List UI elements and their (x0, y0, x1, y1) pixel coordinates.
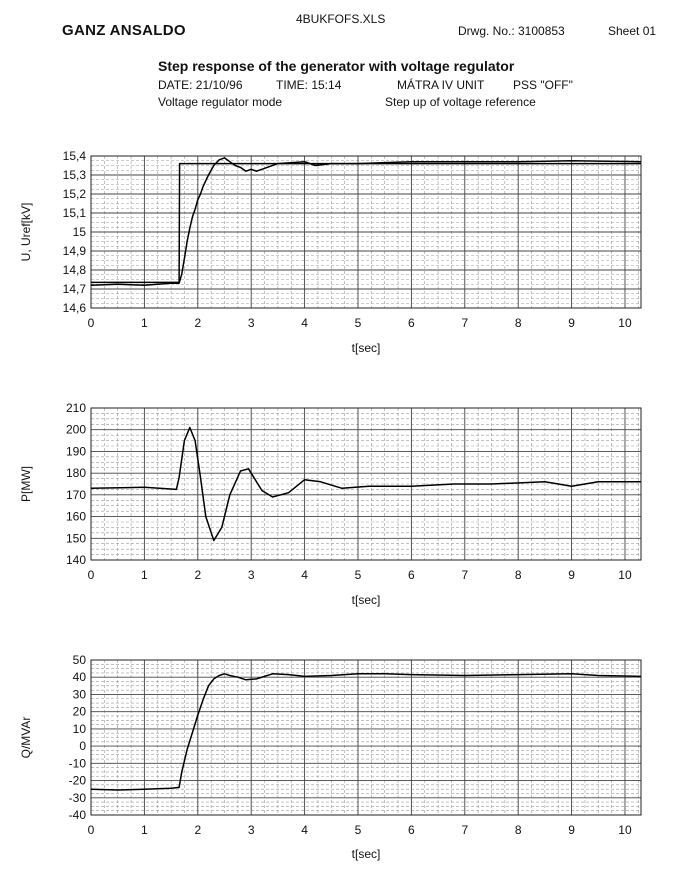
x-tick-label: 3 (247, 823, 255, 837)
x-tick-label: 0 (87, 568, 95, 582)
test-event: Step up of voltage reference (385, 95, 536, 109)
y-tick-label: -40 (68, 808, 86, 822)
x-tick-label: 5 (354, 823, 362, 837)
x-tick-label: 8 (514, 823, 522, 837)
y-tick-label: 30 (72, 687, 86, 702)
x-tick-label: 4 (301, 823, 308, 837)
x-tick-label: 7 (461, 823, 469, 837)
x-tick-label: 2 (194, 568, 202, 582)
y-tick-label: 40 (72, 670, 86, 685)
x-tick-label: 8 (514, 316, 522, 330)
y-tick-label: 10 (72, 721, 86, 736)
x-tick-label: 6 (408, 823, 415, 837)
y-tick-label: 15,4 (62, 149, 86, 163)
x-tick-label: 7 (461, 316, 469, 330)
y-tick-label: 150 (65, 531, 86, 546)
page-title: Step response of the generator with voltage regulator (158, 58, 515, 74)
y-tick-label: 15,3 (62, 168, 86, 182)
y-tick-label: 180 (65, 466, 86, 481)
x-tick-label: 0 (87, 316, 95, 330)
y-tick-label: 210 (65, 401, 86, 415)
y-tick-label: 14,8 (62, 263, 86, 277)
file-name: 4BUKFOFS.XLS (296, 12, 386, 26)
x-tick-label: 9 (568, 823, 575, 837)
y-tick-label: 140 (65, 553, 86, 567)
y-tick-label: 160 (65, 509, 86, 524)
pss-status: PSS "OFF" (513, 78, 573, 92)
y-axis-label: P[MW] (19, 466, 33, 502)
test-time: TIME: 15:14 (276, 78, 342, 92)
x-axis-label: t[sec] (351, 847, 381, 861)
x-tick-label: 2 (194, 316, 202, 330)
regulator-mode: Voltage regulator mode (158, 95, 283, 109)
x-tick-label: 2 (194, 823, 202, 837)
x-tick-label: 6 (408, 568, 415, 582)
x-tick-label: 1 (141, 568, 148, 582)
y-tick-label: 15,1 (62, 206, 86, 220)
x-tick-label: 10 (618, 316, 632, 330)
x-tick-label: 8 (514, 568, 522, 582)
x-tick-label: 1 (141, 316, 148, 330)
y-tick-label: 14,6 (62, 301, 86, 315)
sheet-number: Sheet 01 (608, 24, 657, 38)
company-name: GANZ ANSALDO (62, 22, 186, 39)
x-axis-label: t[sec] (351, 593, 381, 607)
y-tick-label: 190 (65, 444, 86, 459)
x-tick-label: 7 (461, 568, 469, 582)
x-tick-label: 10 (618, 823, 632, 837)
chart-2 (19, 401, 641, 607)
y-tick-label: 14,7 (62, 282, 86, 296)
y-tick-label: 170 (65, 487, 86, 502)
unit-name: MÁTRA IV UNIT (397, 78, 485, 92)
y-tick-label: 15,2 (62, 187, 86, 201)
x-tick-label: 6 (408, 316, 415, 330)
chart-3 (19, 653, 641, 861)
chart-1 (19, 149, 641, 355)
y-tick-label: 50 (72, 653, 86, 667)
y-tick-label: -30 (68, 790, 86, 805)
y-axis-label: Q/MVAr (19, 716, 33, 759)
x-axis-label: t[sec] (351, 341, 381, 355)
x-tick-label: 9 (568, 316, 575, 330)
x-tick-label: 1 (141, 823, 148, 837)
x-tick-label: 0 (87, 823, 95, 837)
x-tick-label: 4 (301, 316, 308, 330)
y-tick-label: 15 (72, 225, 86, 239)
x-tick-label: 5 (354, 568, 362, 582)
x-tick-label: 5 (354, 316, 362, 330)
drawing-number: Drwg. No.: 3100853 (458, 24, 565, 38)
x-tick-label: 10 (618, 568, 632, 582)
y-tick-label: -10 (68, 756, 86, 771)
x-tick-label: 3 (247, 568, 255, 582)
x-tick-label: 9 (568, 568, 575, 582)
y-tick-label: -20 (68, 773, 86, 788)
test-date: DATE: 21/10/96 (158, 78, 243, 92)
y-axis-label: U, Uref[kV] (19, 202, 33, 262)
y-tick-label: 0 (79, 739, 86, 754)
y-tick-label: 20 (72, 704, 86, 719)
y-tick-label: 200 (65, 422, 86, 437)
x-tick-label: 4 (301, 568, 308, 582)
y-tick-label: 14,9 (62, 244, 86, 258)
x-tick-label: 3 (247, 316, 255, 330)
